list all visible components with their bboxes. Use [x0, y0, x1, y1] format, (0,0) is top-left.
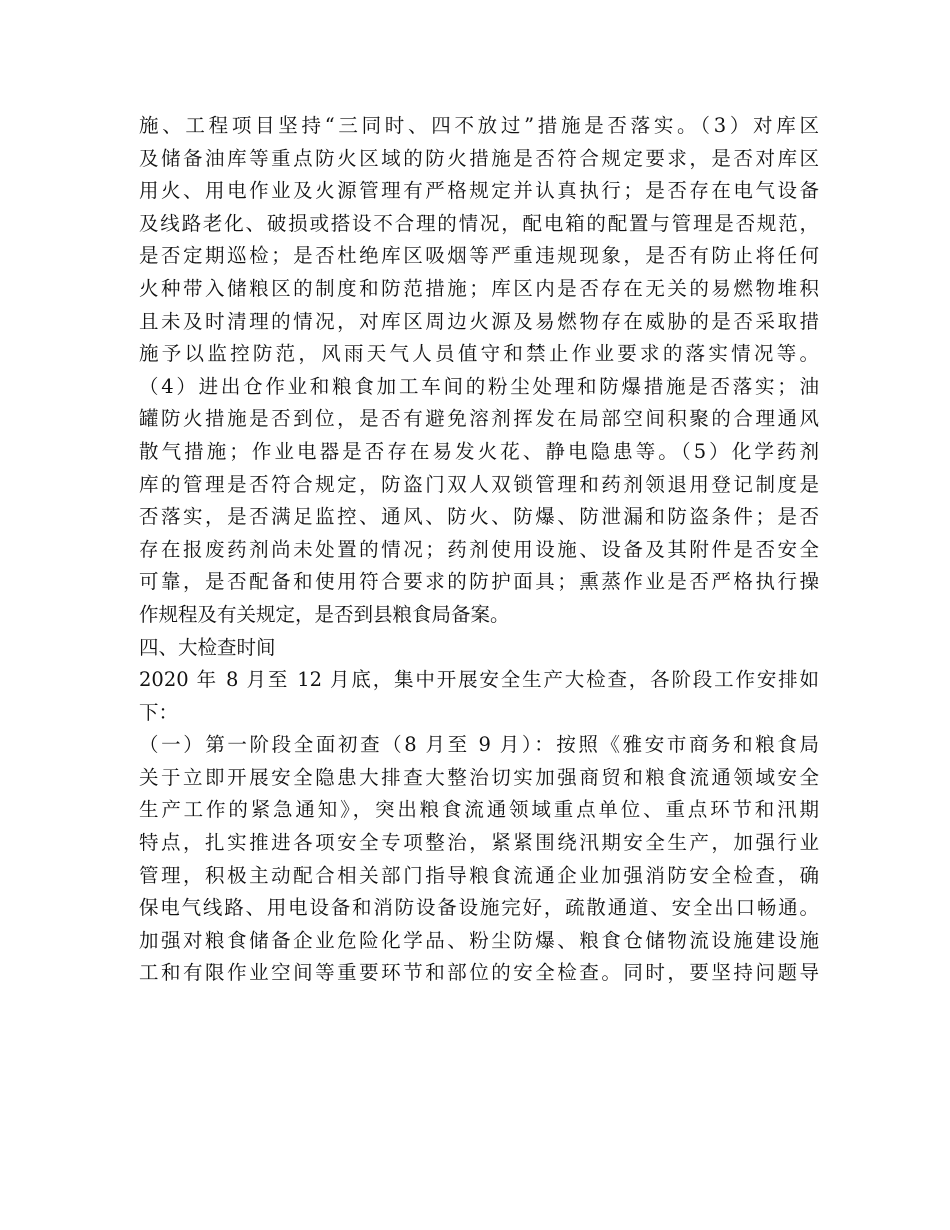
paragraph-line: 是否定期巡检；是否杜绝库区吸烟等严重违规现象，是否有防止将任何	[139, 244, 819, 268]
paragraph-line: 管理，积极主动配合相关部门指导粮食流通企业加强消防安全检查，确	[139, 863, 819, 887]
paragraph-line: 库的管理是否符合规定，防盗门双人双锁管理和药剂领退用登记制度是	[139, 472, 819, 496]
paragraph-line: 特点，扎实推进各项安全专项整治，紧紧围绕汛期安全生产，加强行业	[139, 831, 819, 855]
paragraph-line: 2020 年 8 月至 12 月底，集中开展安全生产大检查，各阶段工作安排如	[139, 668, 819, 692]
paragraph-line: 工和有限作业空间等重要环节和部位的安全检查。同时，要坚持问题导	[139, 961, 819, 985]
paragraph-line: 生产工作的紧急通知》，突出粮食流通领域重点单位、重点环节和汛期	[139, 798, 819, 822]
paragraph-line: 否落实，是否满足监控、通风、防火、防爆、防泄漏和防盗条件；是否	[139, 505, 819, 529]
paragraph-line: 存在报废药剂尚未处置的情况；药剂使用设施、设备及其附件是否安全	[139, 537, 819, 561]
paragraph-line: 施予以监控防范，风雨天气人员值守和禁止作业要求的落实情况等。	[139, 342, 819, 366]
paragraph-line: 保电气线路、用电设备和消防设备设施完好，疏散通道、安全出口畅通。	[139, 896, 819, 920]
paragraph-line: 火种带入储粮区的制度和防范措施；库区内是否存在无关的易燃物堆积	[139, 276, 819, 300]
paragraph-line: 可靠，是否配备和使用符合要求的防护面具；熏蒸作业是否严格执行操	[139, 570, 819, 594]
paragraph-line: 下：	[139, 700, 179, 724]
paragraph-line: 加强对粮食储备企业危险化学品、粉尘防爆、粮食仓储物流设施建设施	[139, 928, 819, 952]
paragraph-line: 用火、用电作业及火源管理有严格规定并认真执行；是否存在电气设备	[139, 179, 819, 203]
paragraph-line: 且未及时清理的情况，对库区周边火源及易燃物存在威胁的是否采取措	[139, 309, 819, 333]
paragraph-line: （一）第一阶段全面初查（8 月至 9 月）：按照《雅安市商务和粮食局	[139, 733, 819, 757]
paragraph-line: 施、工程项目坚持“三同时、四不放过”措施是否落实。（3）对库区	[139, 114, 819, 137]
paragraph-line: 散气措施；作业电器是否存在易发火花、静电隐患等。（5）化学药剂	[139, 439, 819, 463]
section-heading: 四、大检查时间	[139, 635, 276, 659]
paragraph-line: 及储备油库等重点防火区域的防火措施是否符合规定要求，是否对库区	[139, 146, 819, 170]
paragraph-line: 罐防火措施是否到位，是否有避免溶剂挥发在局部空间积聚的合理通风	[139, 407, 819, 431]
paragraph-line: 及线路老化、破损或搭设不合理的情况，配电箱的配置与管理是否规范，	[139, 211, 819, 235]
paragraph-line: 关于立即开展安全隐患大排查大整治切实加强商贸和粮食流通领域安全	[139, 765, 819, 789]
paragraph-line: （4）进出仓作业和粮食加工车间的粉尘处理和防爆措施是否落实；油	[139, 374, 819, 398]
paragraph-line: 作规程及有关规定，是否到县粮食局备案。	[139, 602, 510, 626]
document-page	[139, 110, 819, 990]
